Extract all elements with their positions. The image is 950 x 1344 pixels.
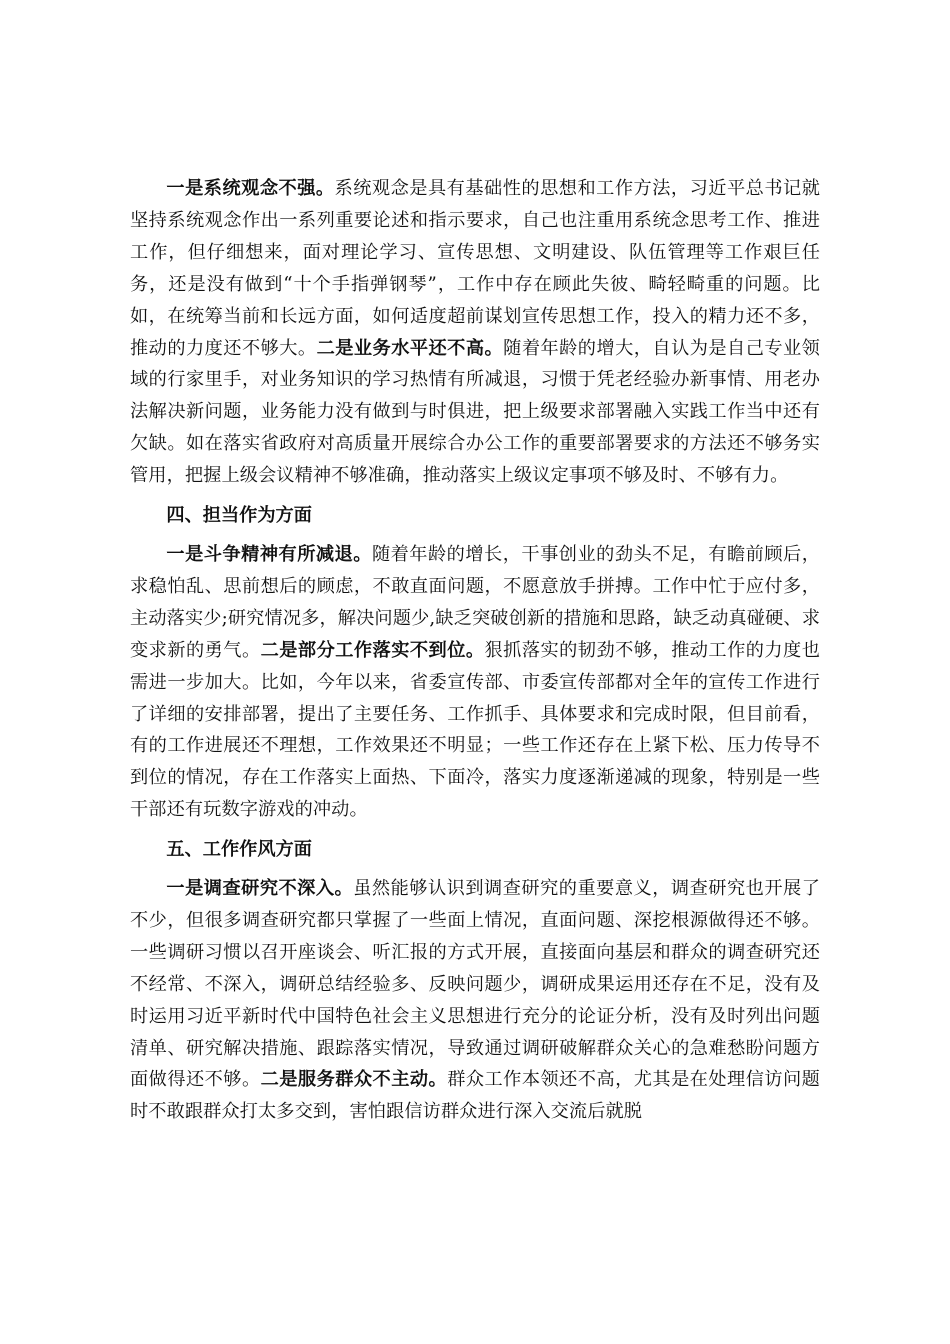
text-serve-masses: 群众工作本领还不高，尤其是在处理信访问题时不敢跟群众打太多交到，害怕跟信访群众进行深入交流后就脱: [130, 1069, 820, 1123]
text-work-implementation: 狠抓落实的韧劲不够，推动工作的力度也需进一步加大。比如，今年以来，省委宣传部、市委宣传部都对全年的宣传工作进行了详细的安排部署，提出了主要任务、工作抓手、具体要求和完成时限，但目前看，有的工作进展还不理想，工作效果还不明显；一些工作还存在上紧下松、压力传导不到位的情况，存在工作落实上面热、下面冷，落实力度逐渐递减的现象，特别是一些干部还有玩数字游戏的冲动。: [130, 639, 820, 821]
paragraph-system-concept: [130, 173, 820, 492]
lead-business-level: 二是业务水平还不高。: [316, 337, 504, 359]
text-system-concept: 系统观念是具有基础性的思想和工作方法，习近平总书记就坚持系统观念作出一系列重要论述和指示要求，自己也注重用系统念思考工作、推进工作，但仔细想来，面对理论学习、宣传思想、文明建设、队伍管理等工作艰巨任务，还是没有做到“十个手指弹钢琴”，工作中存在顾此失彼、畸轻畸重的问题。比如，在统筹当前和长远方面，如何适度超前谋划宣传思想工作，投入的精力还不多，推动的力度还不够大。: [130, 178, 820, 359]
lead-serve-masses: 二是服务群众不主动。: [260, 1069, 448, 1091]
section-heading-work-style: 五、工作作风方面: [166, 839, 312, 861]
text-business-level: 随着年龄的增大，自认为是自己专业领域的行家里手，对业务知识的学习热情有所减退，习惯于凭老经验办新事情、用老办法解决新问题，业务能力没有做到与时俱进，把上级要求部署融入实践工作当中还有欠缺。如在落实省政府对高质量开展综合办公工作的重要部署要求的方法还不够务实管用，把握上级会议精神不够准确，推动落实上级议定事项不够及时、不够有力。: [130, 337, 820, 487]
paragraph-work-style: [130, 873, 820, 1128]
lead-work-implementation: 二是部分工作落实不到位。: [260, 639, 485, 661]
lead-investigation: 一是调查研究不深入。: [166, 878, 354, 900]
text-investigation: 虽然能够认识到调查研究的重要意义，调查研究也开展了不少，但很多调查研究都只掌握了一些面上情况，直面问题、深挖根源做得还不够。一些调研习惯以召开座谈会、听汇报的方式开展，直接面向基层和群众的调查研究还不经常、不深入，调研总结经验多、反映问题少，调研成果运用还存在不足，没有及时运用习近平新时代中国特色社会主义思想进行充分的论证分析，没有及时列出问题清单、研究解决措施、跟踪落实情况，导致通过调研破解群众关心的急难愁盼问题方面做得还不够。: [130, 878, 820, 1091]
text-struggle-spirit: 随着年龄的增长，干事创业的劲头不足，有瞻前顾后，求稳怕乱、思前想后的顾虑，不敢直面问题，不愿意放手拼搏。工作中忙于应付多，主动落实少;研究情况多，解决问题少,缺乏突破创新的措施和思路，缺乏动真碰硬、求变求新的勇气。: [130, 543, 820, 661]
lead-system-concept: 一是系统观念不强。: [166, 178, 335, 199]
paragraph-responsibility: [130, 539, 820, 826]
lead-struggle-spirit: 一是斗争精神有所减退。: [166, 543, 372, 565]
section-heading-responsibility: 四、担当作为方面: [166, 505, 312, 527]
document-page: [130, 173, 820, 1128]
